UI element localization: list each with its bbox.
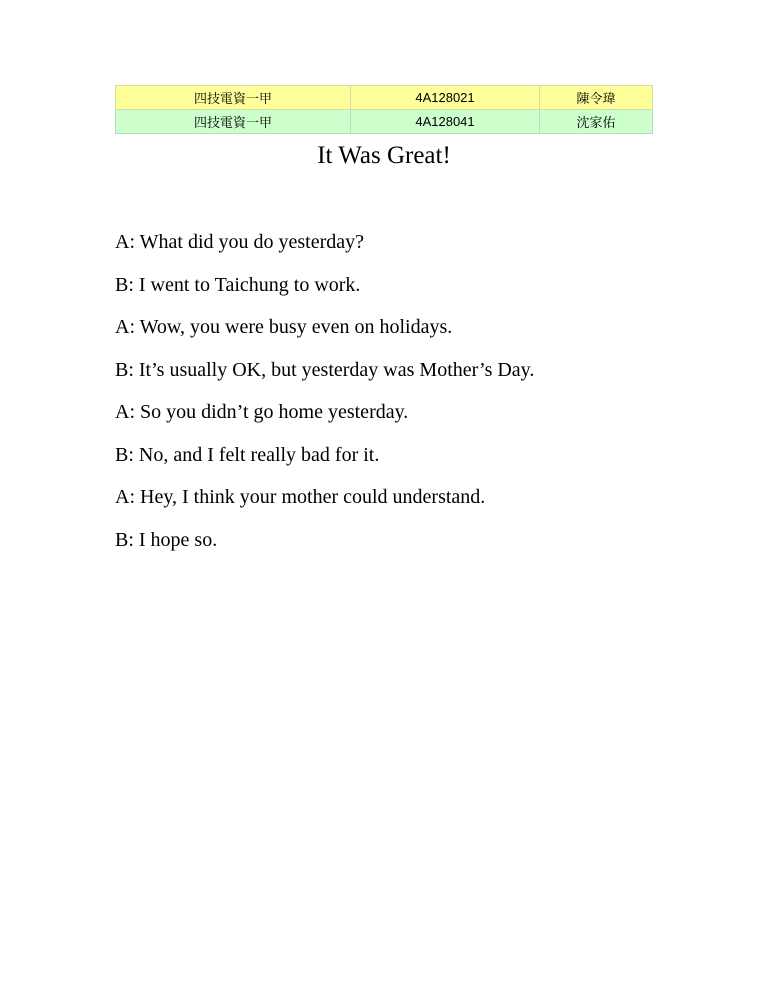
dialogue-line: B: No, and I felt really bad for it.	[115, 443, 380, 466]
roster-row	[116, 86, 653, 110]
class-name-cell: 四技電資一甲	[116, 86, 351, 110]
roster-row	[116, 110, 653, 134]
dialogue-line: B: I went to Taichung to work.	[115, 273, 361, 296]
dialogue-list	[115, 228, 735, 568]
student-name-cell: 沈家佑	[540, 110, 653, 134]
class-name-cell: 四技電資一甲	[116, 110, 351, 134]
dialogue-line: A: Wow, you were busy even on holidays.	[115, 316, 453, 338]
document-title: It Was Great!	[317, 142, 451, 169]
student-roster-table	[115, 85, 653, 134]
student-id-cell: 4A128021	[351, 86, 540, 110]
dialogue-line: B: It’s usually OK, but yesterday was Mother’s Day.	[115, 358, 535, 381]
student-name-cell: 陳令瑋	[540, 86, 653, 110]
dialogue-line: A: What did you do yesterday?	[115, 231, 365, 253]
dialogue-line: A: So you didn’t go home yesterday.	[115, 401, 409, 423]
dialogue-line: A: Hey, I think your mother could understand.	[115, 486, 486, 508]
student-id-cell: 4A128041	[351, 110, 540, 134]
dialogue-line: B: I hope so.	[115, 528, 218, 551]
